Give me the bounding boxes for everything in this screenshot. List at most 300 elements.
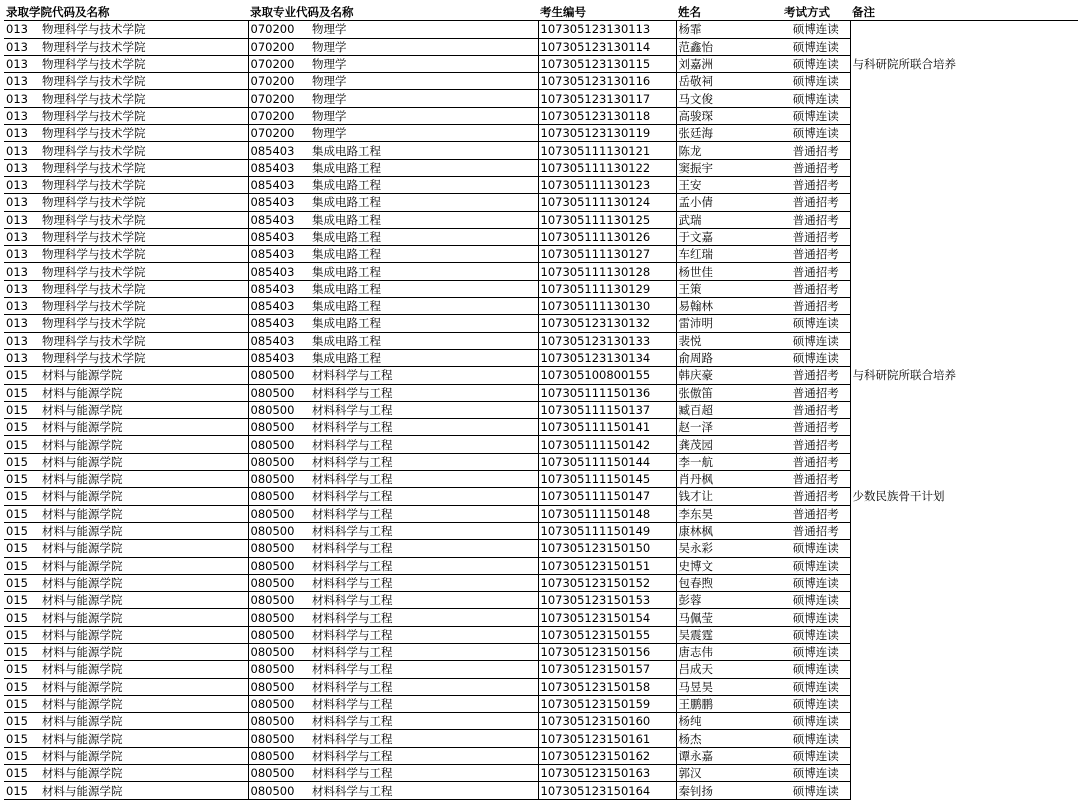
- exam-no-cell: 107305123130119: [538, 125, 676, 142]
- major-name-cell: 材料科学与工程: [310, 505, 538, 522]
- table-row: [4, 38, 1078, 55]
- major-name-cell: 材料科学与工程: [310, 695, 538, 712]
- major-name-cell: 集成电路工程: [310, 263, 538, 280]
- table-row: [4, 107, 1078, 124]
- exam-no-cell: 107305123150164: [538, 782, 676, 799]
- major-code-cell: 080500: [248, 367, 310, 384]
- exam-mode-cell: 普通招考: [782, 367, 850, 384]
- remark-cell: [850, 21, 1078, 38]
- college-name-cell: 物理科学与技术学院: [40, 280, 248, 297]
- exam-mode-cell: 硕博连读: [782, 21, 850, 38]
- college-code-cell: 015: [4, 661, 40, 678]
- student-name-cell: 史博文: [676, 557, 782, 574]
- exam-mode-cell: 硕博连读: [782, 661, 850, 678]
- remark-cell: [850, 747, 1078, 764]
- remark-cell: [850, 384, 1078, 401]
- student-name-cell: 赵一泽: [676, 419, 782, 436]
- college-code-cell: 015: [4, 522, 40, 539]
- table-row: [4, 419, 1078, 436]
- college-name-cell: 材料与能源学院: [40, 471, 248, 488]
- major-code-cell: 080500: [248, 609, 310, 626]
- student-name-cell: 王鹏鹏: [676, 695, 782, 712]
- table-row: [4, 661, 1078, 678]
- exam-mode-cell: 硕博连读: [782, 90, 850, 107]
- student-name-cell: 臧百超: [676, 401, 782, 418]
- major-name-cell: 材料科学与工程: [310, 522, 538, 539]
- table-row: [4, 401, 1078, 418]
- major-code-cell: 085403: [248, 142, 310, 159]
- college-name-cell: 材料与能源学院: [40, 453, 248, 470]
- table-row: [4, 246, 1078, 263]
- header-name: 姓名: [676, 4, 782, 21]
- student-name-cell: 窦振宇: [676, 159, 782, 176]
- remark-cell: [850, 713, 1078, 730]
- exam-no-cell: 107305111130130: [538, 298, 676, 315]
- table-row: [4, 228, 1078, 245]
- major-code-cell: 080500: [248, 574, 310, 591]
- major-name-cell: 材料科学与工程: [310, 747, 538, 764]
- student-name-cell: 韩庆豪: [676, 367, 782, 384]
- major-code-cell: 080500: [248, 471, 310, 488]
- college-name-cell: 材料与能源学院: [40, 695, 248, 712]
- table-row: [4, 522, 1078, 539]
- header-remark: 备注: [850, 4, 1078, 21]
- exam-no-cell: 107305123150152: [538, 574, 676, 591]
- exam-no-cell: 107305123130117: [538, 90, 676, 107]
- major-name-cell: 材料科学与工程: [310, 782, 538, 799]
- college-name-cell: 物理科学与技术学院: [40, 159, 248, 176]
- exam-mode-cell: 普通招考: [782, 298, 850, 315]
- college-name-cell: 材料与能源学院: [40, 540, 248, 557]
- exam-mode-cell: 普通招考: [782, 401, 850, 418]
- college-name-cell: 材料与能源学院: [40, 643, 248, 660]
- major-code-cell: 085403: [248, 194, 310, 211]
- exam-no-cell: 107305111130125: [538, 211, 676, 228]
- major-name-cell: 集成电路工程: [310, 194, 538, 211]
- exam-no-cell: 107305111130122: [538, 159, 676, 176]
- college-code-cell: 015: [4, 695, 40, 712]
- exam-mode-cell: 硕博连读: [782, 678, 850, 695]
- exam-mode-cell: 硕博连读: [782, 540, 850, 557]
- major-name-cell: 集成电路工程: [310, 159, 538, 176]
- major-name-cell: 材料科学与工程: [310, 471, 538, 488]
- major-name-cell: 集成电路工程: [310, 298, 538, 315]
- major-name-cell: 材料科学与工程: [310, 678, 538, 695]
- major-code-cell: 085403: [248, 298, 310, 315]
- exam-mode-cell: 硕博连读: [782, 695, 850, 712]
- major-name-cell: 集成电路工程: [310, 211, 538, 228]
- major-name-cell: 集成电路工程: [310, 349, 538, 366]
- remark-cell: [850, 315, 1078, 332]
- exam-mode-cell: 普通招考: [782, 142, 850, 159]
- college-code-cell: 015: [4, 367, 40, 384]
- college-name-cell: 材料与能源学院: [40, 505, 248, 522]
- major-name-cell: 物理学: [310, 90, 538, 107]
- remark-cell: [850, 557, 1078, 574]
- student-name-cell: 陈龙: [676, 142, 782, 159]
- college-name-cell: 物理科学与技术学院: [40, 315, 248, 332]
- major-name-cell: 材料科学与工程: [310, 609, 538, 626]
- remark-cell: [850, 453, 1078, 470]
- remark-cell: 与科研院所联合培养: [850, 55, 1078, 72]
- exam-no-cell: 107305111150141: [538, 419, 676, 436]
- exam-no-cell: 107305123150151: [538, 557, 676, 574]
- major-code-cell: 085403: [248, 159, 310, 176]
- college-name-cell: 物理科学与技术学院: [40, 246, 248, 263]
- remark-cell: [850, 90, 1078, 107]
- college-name-cell: 材料与能源学院: [40, 367, 248, 384]
- major-code-cell: 080500: [248, 505, 310, 522]
- exam-mode-cell: 硕博连读: [782, 765, 850, 782]
- college-code-cell: 015: [4, 540, 40, 557]
- exam-no-cell: 107305111150147: [538, 488, 676, 505]
- table-row: [4, 592, 1078, 609]
- major-code-cell: 085403: [248, 315, 310, 332]
- major-code-cell: 085403: [248, 176, 310, 193]
- table-row: [4, 436, 1078, 453]
- remark-cell: [850, 298, 1078, 315]
- college-code-cell: 013: [4, 349, 40, 366]
- exam-no-cell: 107305111130128: [538, 263, 676, 280]
- major-name-cell: 集成电路工程: [310, 142, 538, 159]
- major-name-cell: 集成电路工程: [310, 280, 538, 297]
- exam-mode-cell: 硕博连读: [782, 626, 850, 643]
- college-name-cell: 物理科学与技术学院: [40, 142, 248, 159]
- remark-cell: [850, 142, 1078, 159]
- college-code-cell: 015: [4, 557, 40, 574]
- header-college: 录取学院代码及名称: [4, 4, 248, 21]
- exam-mode-cell: 普通招考: [782, 522, 850, 539]
- major-code-cell: 080500: [248, 436, 310, 453]
- table-row: [4, 557, 1078, 574]
- college-name-cell: 物理科学与技术学院: [40, 21, 248, 38]
- major-code-cell: 080500: [248, 522, 310, 539]
- student-name-cell: 于文嘉: [676, 228, 782, 245]
- college-code-cell: 013: [4, 315, 40, 332]
- student-name-cell: 孟小倩: [676, 194, 782, 211]
- remark-cell: [850, 782, 1078, 799]
- college-code-cell: 015: [4, 765, 40, 782]
- major-code-cell: 070200: [248, 55, 310, 72]
- remark-cell: [850, 176, 1078, 193]
- exam-mode-cell: 普通招考: [782, 228, 850, 245]
- major-name-cell: 材料科学与工程: [310, 488, 538, 505]
- college-name-cell: 物理科学与技术学院: [40, 228, 248, 245]
- exam-no-cell: 107305111150149: [538, 522, 676, 539]
- table-row: [4, 349, 1078, 366]
- table-row: [4, 678, 1078, 695]
- table-row: [4, 453, 1078, 470]
- exam-no-cell: 107305100800155: [538, 367, 676, 384]
- exam-no-cell: 107305123130132: [538, 315, 676, 332]
- table-row: [4, 211, 1078, 228]
- table-row: [4, 367, 1078, 384]
- major-code-cell: 080500: [248, 695, 310, 712]
- college-code-cell: 013: [4, 125, 40, 142]
- table-row: [4, 73, 1078, 90]
- college-code-cell: 015: [4, 747, 40, 764]
- major-code-cell: 080500: [248, 557, 310, 574]
- student-name-cell: 车红瑞: [676, 246, 782, 263]
- exam-mode-cell: 硕博连读: [782, 332, 850, 349]
- remark-cell: [850, 609, 1078, 626]
- college-name-cell: 材料与能源学院: [40, 730, 248, 747]
- exam-mode-cell: 普通招考: [782, 419, 850, 436]
- exam-mode-cell: 硕博连读: [782, 349, 850, 366]
- college-name-cell: 物理科学与技术学院: [40, 38, 248, 55]
- student-name-cell: 杨世佳: [676, 263, 782, 280]
- college-name-cell: 材料与能源学院: [40, 419, 248, 436]
- student-name-cell: 俞周路: [676, 349, 782, 366]
- student-name-cell: 吴永彩: [676, 540, 782, 557]
- college-name-cell: 物理科学与技术学院: [40, 107, 248, 124]
- student-name-cell: 李东昊: [676, 505, 782, 522]
- student-name-cell: 杨纯: [676, 713, 782, 730]
- major-name-cell: 材料科学与工程: [310, 367, 538, 384]
- major-name-cell: 材料科学与工程: [310, 730, 538, 747]
- table-row: [4, 21, 1078, 38]
- college-name-cell: 材料与能源学院: [40, 765, 248, 782]
- student-name-cell: 彭蓉: [676, 592, 782, 609]
- header-row: [4, 4, 1078, 21]
- college-code-cell: 015: [4, 678, 40, 695]
- college-name-cell: 物理科学与技术学院: [40, 125, 248, 142]
- student-name-cell: 郭汉: [676, 765, 782, 782]
- college-code-cell: 015: [4, 643, 40, 660]
- remark-cell: [850, 125, 1078, 142]
- exam-no-cell: 107305123150155: [538, 626, 676, 643]
- exam-no-cell: 107305123150154: [538, 609, 676, 626]
- college-code-cell: 015: [4, 488, 40, 505]
- admission-sheet: [4, 4, 1078, 800]
- student-name-cell: 马文俊: [676, 90, 782, 107]
- college-code-cell: 013: [4, 38, 40, 55]
- major-name-cell: 材料科学与工程: [310, 384, 538, 401]
- exam-no-cell: 107305123130134: [538, 349, 676, 366]
- college-code-cell: 013: [4, 107, 40, 124]
- college-name-cell: 材料与能源学院: [40, 401, 248, 418]
- student-name-cell: 范鑫怡: [676, 38, 782, 55]
- college-name-cell: 物理科学与技术学院: [40, 90, 248, 107]
- remark-cell: [850, 643, 1078, 660]
- major-name-cell: 集成电路工程: [310, 228, 538, 245]
- major-code-cell: 085403: [248, 280, 310, 297]
- exam-mode-cell: 硕博连读: [782, 574, 850, 591]
- exam-no-cell: 107305111150148: [538, 505, 676, 522]
- college-code-cell: 015: [4, 782, 40, 799]
- college-code-cell: 015: [4, 453, 40, 470]
- table-row: [4, 730, 1078, 747]
- major-code-cell: 085403: [248, 246, 310, 263]
- college-name-cell: 材料与能源学院: [40, 678, 248, 695]
- college-name-cell: 材料与能源学院: [40, 747, 248, 764]
- student-name-cell: 康林枫: [676, 522, 782, 539]
- college-name-cell: 物理科学与技术学院: [40, 349, 248, 366]
- exam-no-cell: 107305111130124: [538, 194, 676, 211]
- exam-mode-cell: 硕博连读: [782, 107, 850, 124]
- table-row: [4, 643, 1078, 660]
- header-major: 录取专业代码及名称: [248, 4, 538, 21]
- exam-no-cell: 107305111150136: [538, 384, 676, 401]
- exam-no-cell: 107305123130118: [538, 107, 676, 124]
- major-code-cell: 085403: [248, 332, 310, 349]
- remark-cell: [850, 730, 1078, 747]
- student-name-cell: 杨杰: [676, 730, 782, 747]
- major-name-cell: 物理学: [310, 21, 538, 38]
- remark-cell: [850, 246, 1078, 263]
- table-row: [4, 90, 1078, 107]
- exam-no-cell: 107305111130126: [538, 228, 676, 245]
- table-row: [4, 488, 1078, 505]
- remark-cell: [850, 505, 1078, 522]
- exam-no-cell: 107305123150153: [538, 592, 676, 609]
- exam-mode-cell: 硕博连读: [782, 609, 850, 626]
- major-code-cell: 080500: [248, 765, 310, 782]
- remark-cell: [850, 332, 1078, 349]
- college-name-cell: 材料与能源学院: [40, 522, 248, 539]
- college-code-cell: 013: [4, 228, 40, 245]
- college-name-cell: 物理科学与技术学院: [40, 263, 248, 280]
- exam-mode-cell: 普通招考: [782, 246, 850, 263]
- exam-no-cell: 107305123150163: [538, 765, 676, 782]
- exam-mode-cell: 硕博连读: [782, 55, 850, 72]
- exam-mode-cell: 普通招考: [782, 176, 850, 193]
- major-code-cell: 080500: [248, 782, 310, 799]
- college-code-cell: 013: [4, 194, 40, 211]
- student-name-cell: 武瑞: [676, 211, 782, 228]
- major-name-cell: 材料科学与工程: [310, 453, 538, 470]
- major-name-cell: 集成电路工程: [310, 332, 538, 349]
- college-code-cell: 015: [4, 419, 40, 436]
- exam-mode-cell: 普通招考: [782, 471, 850, 488]
- major-name-cell: 材料科学与工程: [310, 557, 538, 574]
- table-row: [4, 142, 1078, 159]
- table-row: [4, 471, 1078, 488]
- remark-cell: [850, 695, 1078, 712]
- major-code-cell: 070200: [248, 107, 310, 124]
- remark-cell: 与科研院所联合培养: [850, 367, 1078, 384]
- exam-mode-cell: 硕博连读: [782, 73, 850, 90]
- major-name-cell: 物理学: [310, 38, 538, 55]
- student-name-cell: 马昱昊: [676, 678, 782, 695]
- major-code-cell: 080500: [248, 488, 310, 505]
- college-name-cell: 材料与能源学院: [40, 574, 248, 591]
- student-name-cell: 杨霏: [676, 21, 782, 38]
- college-code-cell: 015: [4, 626, 40, 643]
- college-code-cell: 015: [4, 471, 40, 488]
- major-name-cell: 集成电路工程: [310, 176, 538, 193]
- remark-cell: [850, 73, 1078, 90]
- student-name-cell: 钱才让: [676, 488, 782, 505]
- major-code-cell: 085403: [248, 349, 310, 366]
- table-row: [4, 626, 1078, 643]
- exam-mode-cell: 硕博连读: [782, 747, 850, 764]
- major-name-cell: 物理学: [310, 125, 538, 142]
- major-code-cell: 080500: [248, 384, 310, 401]
- table-row: [4, 384, 1078, 401]
- major-code-cell: 080500: [248, 643, 310, 660]
- student-name-cell: 刘嘉洲: [676, 55, 782, 72]
- college-name-cell: 材料与能源学院: [40, 661, 248, 678]
- student-name-cell: 唐志伟: [676, 643, 782, 660]
- college-name-cell: 物理科学与技术学院: [40, 73, 248, 90]
- exam-no-cell: 107305123150161: [538, 730, 676, 747]
- table-row: [4, 540, 1078, 557]
- college-code-cell: 013: [4, 73, 40, 90]
- college-code-cell: 015: [4, 574, 40, 591]
- table-row: [4, 125, 1078, 142]
- exam-mode-cell: 硕博连读: [782, 38, 850, 55]
- exam-no-cell: 107305123150159: [538, 695, 676, 712]
- major-name-cell: 物理学: [310, 107, 538, 124]
- college-code-cell: 013: [4, 142, 40, 159]
- remark-cell: [850, 194, 1078, 211]
- exam-mode-cell: 硕博连读: [782, 125, 850, 142]
- table-row: [4, 176, 1078, 193]
- major-code-cell: 070200: [248, 90, 310, 107]
- college-code-cell: 013: [4, 159, 40, 176]
- college-name-cell: 材料与能源学院: [40, 436, 248, 453]
- college-code-cell: 013: [4, 298, 40, 315]
- exam-no-cell: 107305123150157: [538, 661, 676, 678]
- admission-table: [4, 4, 1078, 800]
- student-name-cell: 岳敬祠: [676, 73, 782, 90]
- table-row: [4, 574, 1078, 591]
- remark-cell: [850, 107, 1078, 124]
- major-code-cell: 085403: [248, 211, 310, 228]
- college-code-cell: 015: [4, 730, 40, 747]
- major-name-cell: 材料科学与工程: [310, 401, 538, 418]
- exam-no-cell: 107305123150156: [538, 643, 676, 660]
- college-code-cell: 013: [4, 21, 40, 38]
- exam-mode-cell: 硕博连读: [782, 557, 850, 574]
- student-name-cell: 易翰林: [676, 298, 782, 315]
- student-name-cell: 王安: [676, 176, 782, 193]
- exam-no-cell: 107305123130116: [538, 73, 676, 90]
- major-name-cell: 材料科学与工程: [310, 643, 538, 660]
- major-name-cell: 集成电路工程: [310, 246, 538, 263]
- table-row: [4, 695, 1078, 712]
- table-row: [4, 505, 1078, 522]
- college-name-cell: 材料与能源学院: [40, 782, 248, 799]
- student-name-cell: 张傲笛: [676, 384, 782, 401]
- remark-cell: [850, 263, 1078, 280]
- exam-no-cell: 107305123130113: [538, 21, 676, 38]
- exam-mode-cell: 硕博连读: [782, 782, 850, 799]
- college-code-cell: 015: [4, 401, 40, 418]
- exam-mode-cell: 普通招考: [782, 263, 850, 280]
- header-mode: 考试方式: [782, 4, 850, 21]
- table-row: [4, 263, 1078, 280]
- exam-mode-cell: 普通招考: [782, 194, 850, 211]
- table-row: [4, 332, 1078, 349]
- exam-mode-cell: 普通招考: [782, 384, 850, 401]
- major-code-cell: 080500: [248, 678, 310, 695]
- table-row: [4, 315, 1078, 332]
- major-name-cell: 材料科学与工程: [310, 661, 538, 678]
- major-code-cell: 080500: [248, 401, 310, 418]
- exam-mode-cell: 普通招考: [782, 159, 850, 176]
- exam-no-cell: 107305111130121: [538, 142, 676, 159]
- exam-no-cell: 107305123130115: [538, 55, 676, 72]
- student-name-cell: 李一航: [676, 453, 782, 470]
- table-row: [4, 280, 1078, 297]
- college-name-cell: 材料与能源学院: [40, 592, 248, 609]
- table-row: [4, 747, 1078, 764]
- college-name-cell: 材料与能源学院: [40, 713, 248, 730]
- exam-no-cell: 107305111150137: [538, 401, 676, 418]
- major-code-cell: 070200: [248, 38, 310, 55]
